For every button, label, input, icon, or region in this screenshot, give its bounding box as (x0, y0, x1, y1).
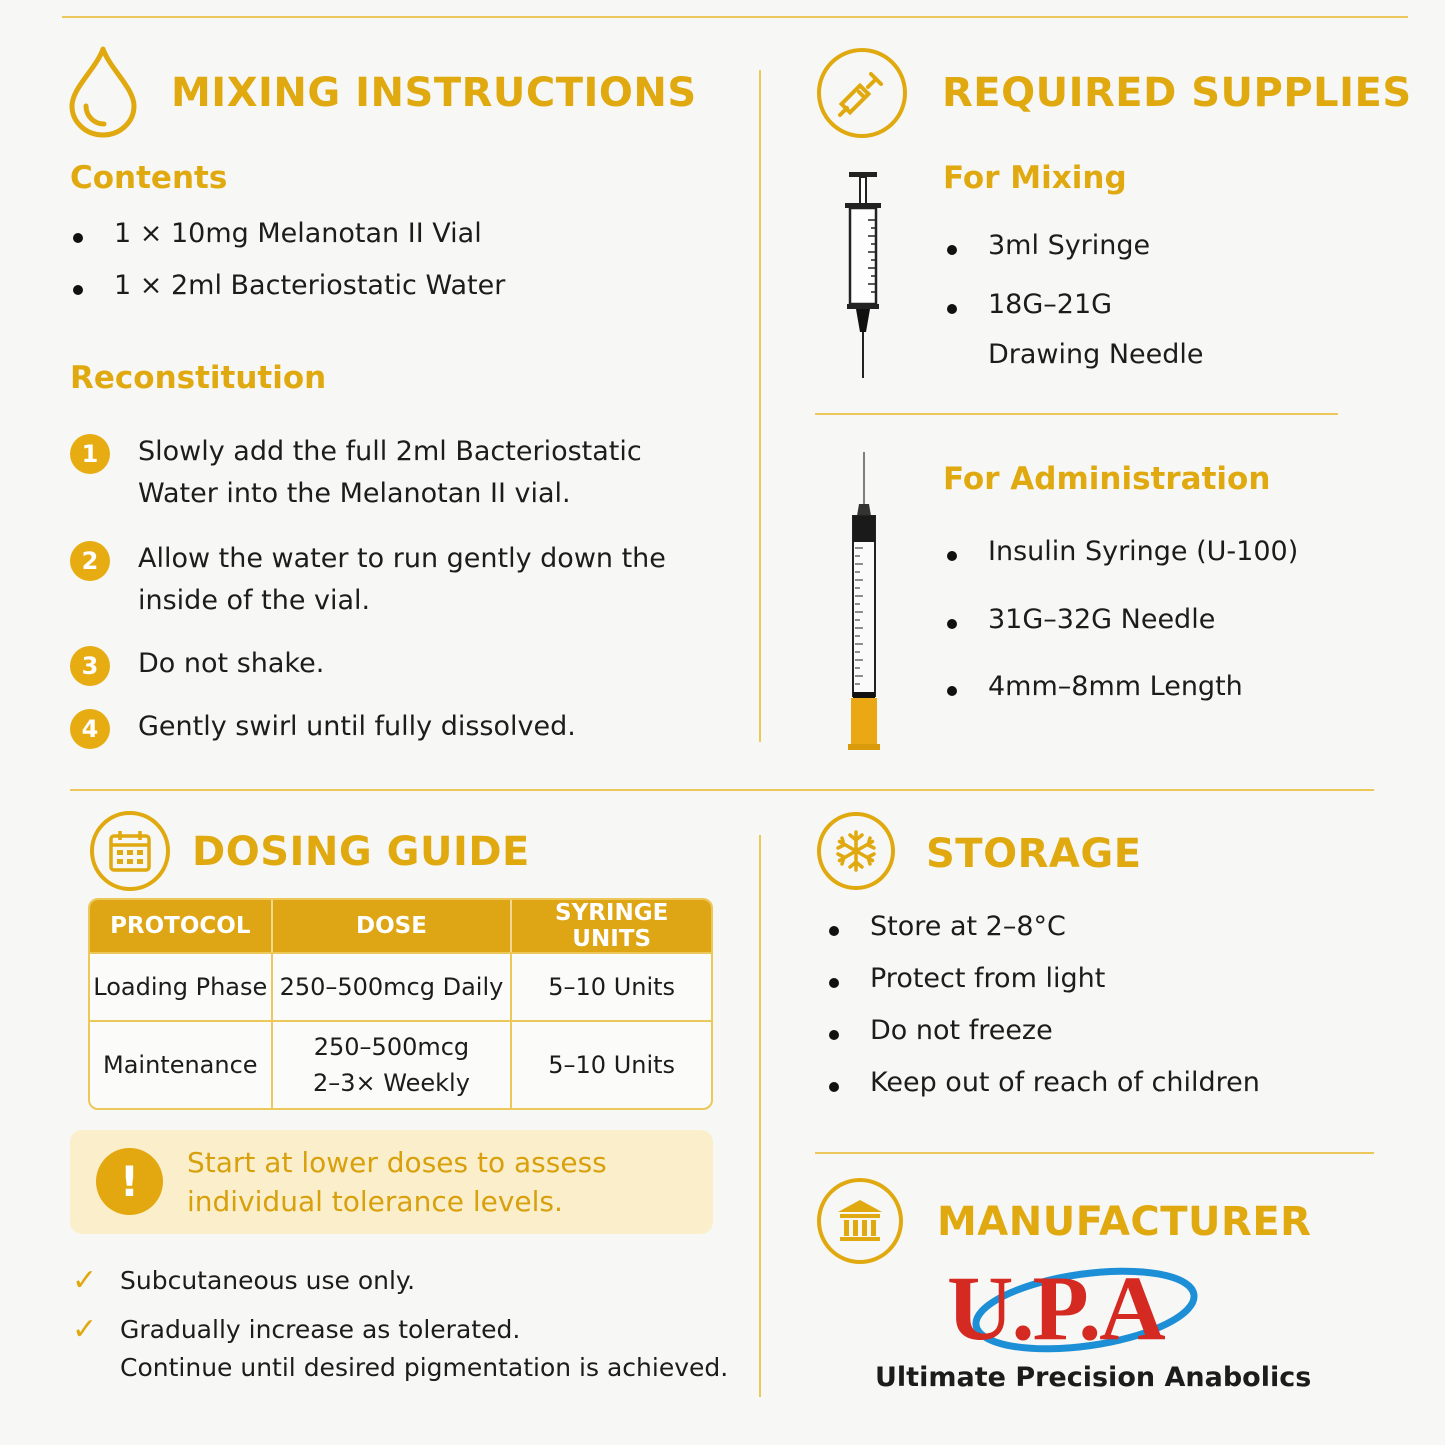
storage-title: STORAGE (926, 831, 1142, 877)
list-item-continuation: Drawing Needle (988, 339, 1204, 370)
dosing-table (88, 898, 713, 1110)
warning-line: individual tolerance levels. (187, 1185, 563, 1218)
step-number-badge: 2 (70, 541, 110, 581)
dosing-title: DOSING GUIDE (192, 829, 530, 875)
mixing-syringe-image (840, 170, 886, 380)
building-icon (817, 1178, 903, 1264)
storage-list (826, 911, 1260, 1098)
dose-line: 2–3× Weekly (313, 1069, 470, 1097)
step-number-badge: 1 (70, 434, 110, 474)
list-item (70, 1311, 728, 1387)
warning-line: Start at lower doses to assess (187, 1146, 607, 1179)
step-number-badge: 3 (70, 646, 110, 686)
water-drop-icon (66, 44, 140, 138)
manufacturer-title: MANUFACTURER (937, 1199, 1312, 1245)
list-item: 3ml Syringe (944, 230, 1150, 261)
lower-column-divider (759, 835, 761, 1397)
storage-divider (815, 1152, 1374, 1154)
warning-icon: ! (96, 1148, 163, 1215)
contents-list (70, 218, 505, 301)
list-item: Protect from light (826, 963, 1260, 994)
list-item: Store at 2–8°C (826, 911, 1260, 942)
list-item: 18G–21G (944, 289, 1150, 320)
mixing-title: MIXING INSTRUCTIONS (171, 70, 697, 116)
table-cell: Maintenance (90, 1020, 273, 1108)
logo-text: U.P.A (947, 1257, 1164, 1359)
note-continuation: Continue until desired pigmentation is achieved. (120, 1353, 729, 1382)
check-icon: ✓ (72, 1312, 98, 1347)
table-cell: Loading Phase (90, 952, 273, 1020)
table-cell: 5–10 Units (512, 1020, 711, 1108)
step-text: Slowly add the full 2ml Bacteriostatic Water into the Melanotan II vial. (138, 436, 642, 509)
list-item: 1 × 2ml Bacteriostatic Water (70, 270, 505, 301)
table-row (90, 952, 711, 1020)
mixing-supplies-list (944, 230, 1150, 320)
upper-column-divider (759, 70, 761, 742)
step-item (70, 643, 690, 685)
step-item (70, 431, 690, 515)
usage-notes (70, 1262, 728, 1387)
step-text: Do not shake. (138, 648, 325, 679)
list-item (70, 1262, 728, 1300)
supplies-title: REQUIRED SUPPLIES (942, 70, 1412, 116)
calendar-icon (90, 811, 170, 891)
list-item: Insulin Syringe (U-100) (944, 536, 1298, 567)
list-item: Do not freeze (826, 1015, 1260, 1046)
table-cell: 5–10 Units (512, 952, 711, 1020)
list-item: 31G–32G Needle (944, 604, 1298, 635)
contents-title: Contents (70, 160, 228, 196)
note-text: Subcutaneous use only. (120, 1266, 416, 1295)
list-item: 1 × 10mg Melanotan II Vial (70, 218, 505, 249)
syringe-icon (817, 48, 907, 138)
reconstitution-title: Reconstitution (70, 360, 327, 396)
supplies-divider (815, 413, 1338, 415)
table-header: PROTOCOL (90, 900, 273, 952)
step-item (70, 538, 690, 622)
list-item: Keep out of reach of children (826, 1067, 1260, 1098)
table-cell: 250–500mcg Daily (273, 952, 513, 1020)
note-text: Gradually increase as tolerated. (120, 1315, 521, 1344)
table-header: DOSE (273, 900, 513, 952)
snowflake-icon (817, 812, 895, 890)
dose-line: 250–500mcg (313, 1033, 470, 1061)
check-icon: ✓ (72, 1263, 98, 1298)
insulin-syringe-image (846, 452, 882, 752)
for-administration-title: For Administration (943, 461, 1271, 497)
middle-divider (70, 789, 1374, 791)
step-item (70, 706, 690, 748)
table-cell (273, 1020, 513, 1108)
table-header: SYRINGE UNITS (512, 900, 711, 952)
list-item: 4mm–8mm Length (944, 671, 1298, 702)
step-text: Allow the water to run gently down the inside of the vial. (138, 543, 666, 616)
step-number-badge: 4 (70, 709, 110, 749)
warning-box (70, 1130, 713, 1234)
upa-logo (945, 1252, 1215, 1364)
table-row (90, 1020, 711, 1108)
step-text: Gently swirl until fully dissolved. (138, 711, 576, 742)
for-mixing-title: For Mixing (943, 160, 1127, 196)
administration-supplies-list (944, 536, 1298, 702)
top-divider (62, 16, 1408, 18)
manufacturer-name: Ultimate Precision Anabolics (875, 1362, 1312, 1393)
